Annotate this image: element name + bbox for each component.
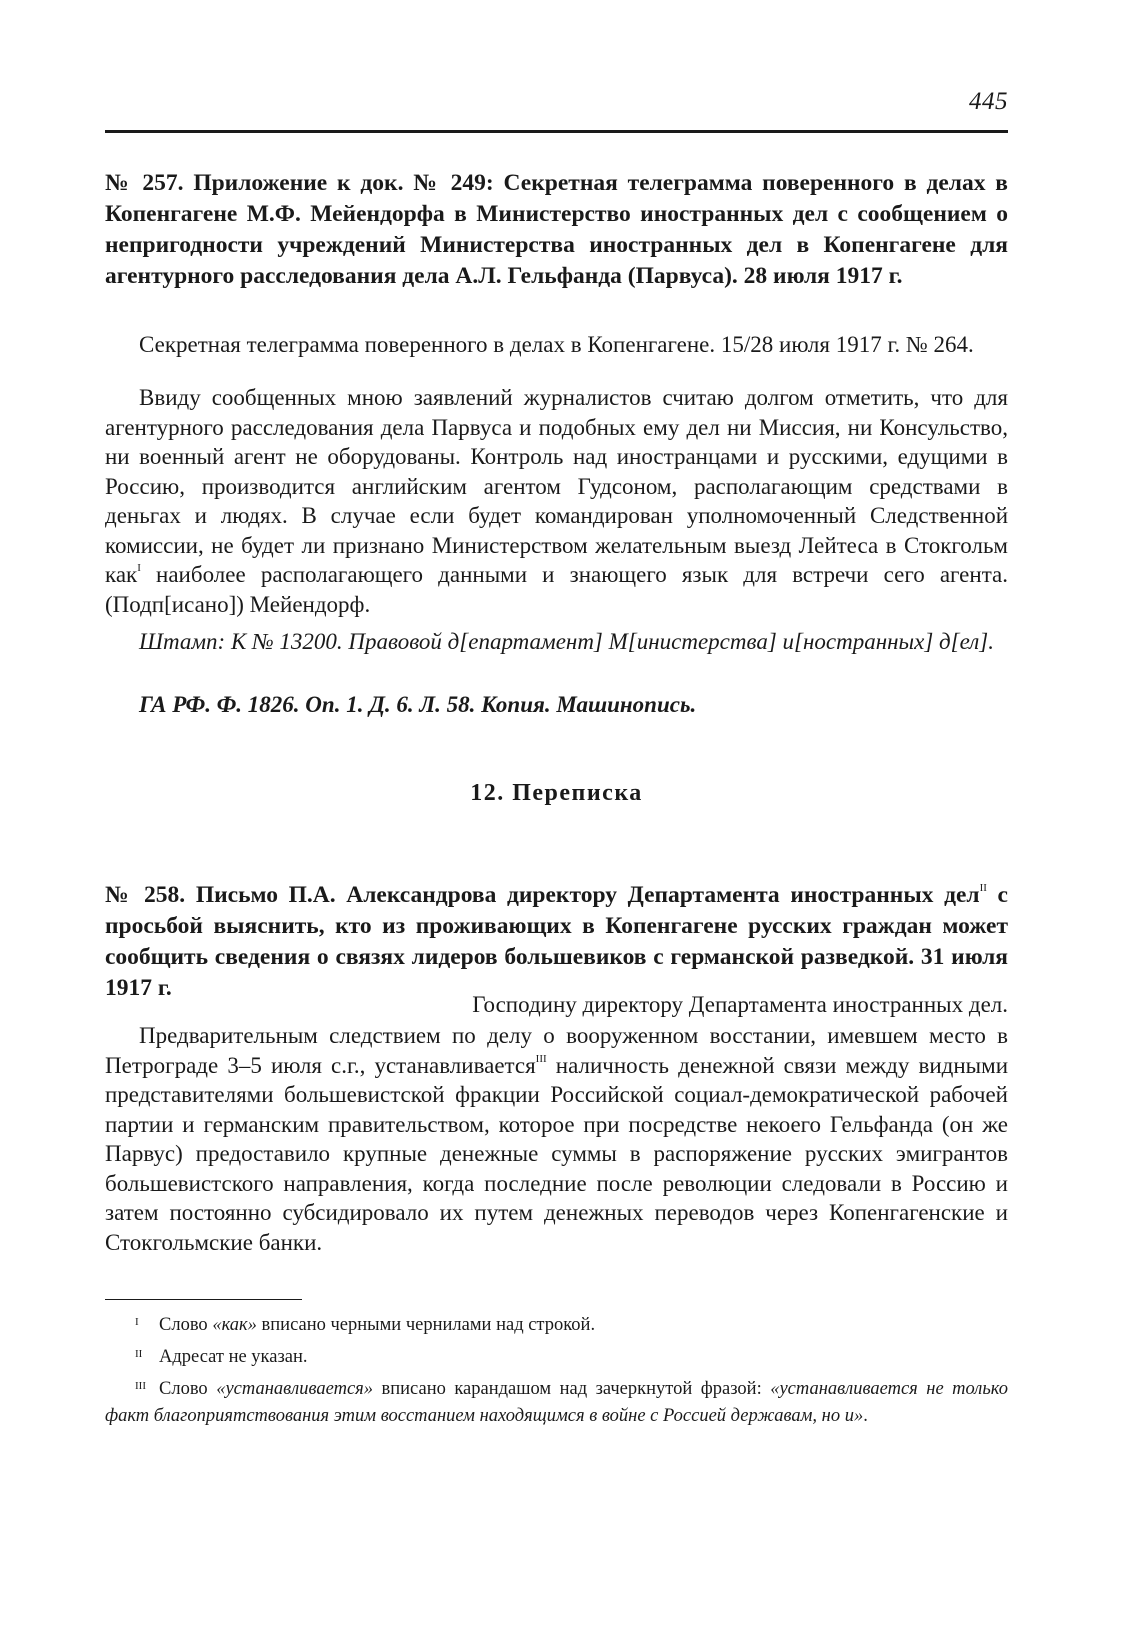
footnote-quote: «устанавливается» bbox=[216, 1379, 374, 1399]
footnote-ref-2: II bbox=[979, 882, 987, 895]
footnote-mark: II bbox=[135, 1348, 143, 1360]
page-number: 445 bbox=[969, 88, 1008, 115]
doc-258-title bbox=[105, 880, 1008, 1004]
footnote-text: . bbox=[863, 1406, 868, 1426]
footnote-text: Слово bbox=[159, 1315, 213, 1335]
doc-257-archive-reference: ГА РФ. Ф. 1826. Оп. 1. Д. 6. Л. 58. Копия. Машинопись. bbox=[139, 692, 697, 717]
footnote-text: вписано карандашом над зачеркнутой фразой: bbox=[373, 1379, 771, 1399]
doc-258-title-part2: с просьбой выяснить, кто из проживающих в Копенгагене русских граждан может сообщить сведения о связях лидеров большевиков с германской разведкой. 31 июля 1917 г. bbox=[105, 882, 1008, 1001]
footnote-text: вписано черными чернилами над строкой. bbox=[256, 1315, 596, 1335]
header-rule bbox=[105, 130, 1008, 133]
doc-258-title-part1: № 258. Письмо П.А. Александрова директору Департамента иностранных дел bbox=[105, 882, 980, 908]
doc-257-body bbox=[105, 383, 1008, 619]
section-heading: 12. Переписка bbox=[470, 780, 643, 806]
doc-257-stamp: Штамп: К № 13200. Правовой д[епартамент] М[инистерства] и[ностранных] д[ел]. bbox=[139, 629, 994, 654]
doc-257-body-part2: наиболее располагающего данными и знающего язык для встречи сего агента. (Подп[исано]) Мейендорф. bbox=[105, 562, 1008, 617]
footnote-mark: III bbox=[135, 1380, 146, 1392]
doc-258-addressee: Господину директору Департамента иностранных дел. bbox=[472, 992, 1008, 1017]
footnote-3 bbox=[105, 1373, 1008, 1430]
footnote-1 bbox=[105, 1309, 1008, 1339]
doc-257-intro: Секретная телеграмма поверенного в делах в Копенгагене. 15/28 июля 1917 г. № 264. bbox=[139, 332, 974, 357]
footnote-ref-3: III bbox=[535, 1052, 547, 1065]
doc-258-body-part2: наличность денежной связи между видными представителями большевистской фракции Российской социал-демократической рабочей партии и германским правительством, которое при посредстве некоего Гельфанда (он же Парвус) предоставило крупные денежные суммы в распоряжение русских эмигрантов большевистского направления, когда последние после революции следовали в Россию и затем постоянно субсидировало их путем денежных переводов через Копенгагенские и Стокгольмские банки. bbox=[105, 1052, 1009, 1255]
footnote-mark: I bbox=[135, 1316, 139, 1328]
footnote-quote: «устанавливается не только факт благоприятствования этим восстанием находящимся в войне с Россией державам, но и» bbox=[105, 1379, 1008, 1426]
footnote-text: Адресат не указан. bbox=[159, 1347, 308, 1367]
footnote-2 bbox=[105, 1341, 1008, 1371]
footnote-text: Слово bbox=[159, 1379, 217, 1399]
footnote-ref-1: I bbox=[137, 562, 141, 575]
doc-258-body-part1: Предварительным следствием по делу о вооруженном восстании, имевшем место в Петрограде 3–5 июля с.г., устанавливается bbox=[105, 1023, 1008, 1078]
footnote-quote: «как» bbox=[212, 1315, 257, 1335]
doc-257-body-part1: Ввиду сообщенных мною заявлений журналистов считаю долгом отметить, что для агентурного расследования дела Парвуса и подобных ему дел ни Миссия, ни Консульство, ни военный агент не оборудованы. Контроль над иностранцами и русскими, едущими в Россию, производится английским агентом Гудсоном, располагающим средствами в деньгах и людях. В случае если будет командирован уполномоченный Следственной комиссии, не будет ли признано Министерством желательным выезд Лейтеса в Стокгольм как bbox=[105, 385, 1008, 587]
doc-257-title: № 257. Приложение к док. № 249: Секретная телеграмма поверенного в делах в Копенгагене М.Ф. Мейендорфа в Министерство иностранных дел с сообщением о непригодности учреждений Министерства иностранных дел в Копенгагене для агентурного расследования дела А.Л. Гельфанда (Парвуса). 28 июля 1917 г. bbox=[105, 170, 1008, 289]
doc-258-body bbox=[105, 1021, 1008, 1257]
footnote-rule bbox=[105, 1299, 302, 1300]
